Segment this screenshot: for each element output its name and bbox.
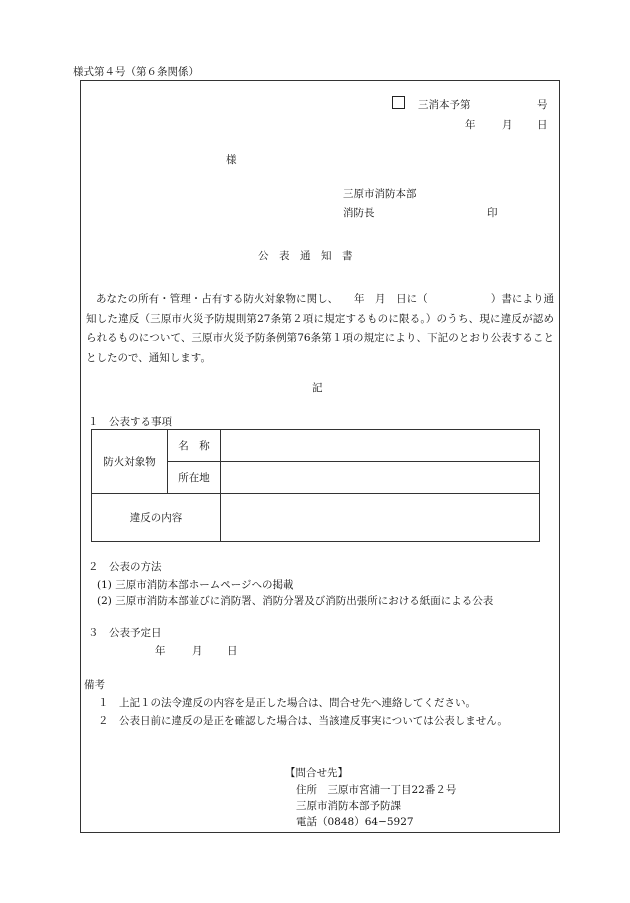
section3-heading: ３ 公表予定日	[88, 627, 162, 639]
sender-title: 消防長	[343, 207, 375, 219]
ki-label: 記	[312, 382, 323, 394]
reference-checkbox[interactable]	[392, 96, 405, 109]
contact-department: 三原市消防本部予防課	[296, 800, 401, 812]
contact-heading: 【問合せ先】	[285, 767, 348, 779]
date-month-label: 月	[502, 119, 513, 131]
section1-heading: １ 公表する事項	[88, 416, 172, 428]
reference-number-suffix: 号	[537, 99, 548, 111]
contact-address: 住所 三原市宮浦一丁目22番２号	[296, 784, 457, 796]
date-year-label: 年	[465, 119, 476, 131]
sender-department: 三原市消防本部	[343, 188, 417, 200]
document-title: 公 表 通 知 書	[258, 250, 353, 262]
address-value-cell[interactable]	[221, 462, 540, 494]
publish-year-label: 年	[155, 645, 166, 657]
reference-number-prefix: 三消本予第	[418, 99, 471, 111]
remarks-heading: 備考	[84, 679, 105, 691]
publish-month-label: 月	[192, 645, 203, 657]
publish-method-2: (2) 三原市消防本部並びに消防署、消防分署及び消防出張所における紙面による公表	[97, 595, 494, 607]
address-label: 所在地	[168, 462, 221, 494]
body-paragraph: あなたの所有・管理・占有する防火対象物に関し、 年 月 日に（ ）書により通知した違反（三原市火災予防規則第27条第２項に規定するものに限る。）のうち、現に違反が認められるものについて、三原市火災予防条例第76条第１項の規定により、下記のとおり公表することとしたので、通知します。	[86, 293, 554, 364]
publish-day-label: 日	[227, 645, 238, 657]
date-day-label: 日	[537, 119, 548, 131]
name-value-cell[interactable]	[221, 430, 540, 462]
name-label: 名 称	[168, 430, 221, 462]
contact-phone: 電話（0848）64−5927	[296, 816, 414, 828]
remark-1: １ 上記１の法令違反の内容を是正した場合は、問合せ先へ連絡してください。	[98, 697, 476, 709]
fire-object-label: 防火対象物	[92, 430, 168, 494]
remark-2: ２ 公表日前に違反の是正を確認した場合は、当該違反事実については公表しません。	[98, 715, 508, 727]
section2-heading: ２ 公表の方法	[88, 561, 162, 573]
violation-value-cell[interactable]	[221, 494, 540, 542]
violation-label: 違反の内容	[92, 494, 221, 542]
form-number: 様式第４号（第６条関係）	[73, 66, 199, 78]
addressee-suffix: 様	[226, 154, 237, 166]
seal-mark: 印	[487, 207, 498, 219]
publish-method-1: (1) 三原市消防本部ホームページへの掲載	[97, 579, 294, 591]
subject-table	[91, 429, 540, 542]
